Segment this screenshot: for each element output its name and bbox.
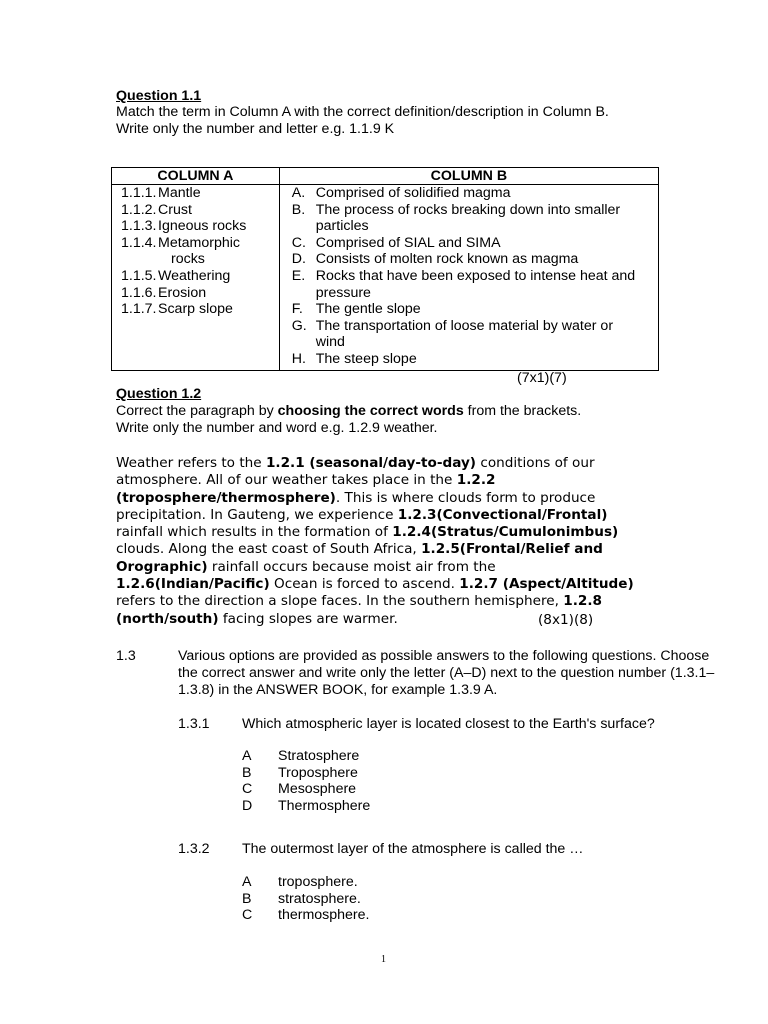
question-1-1-heading: Question 1.1 [116, 88, 202, 104]
column-b-header: COLUMN B [279, 168, 658, 185]
question-1-2-example: Write only the number and word e.g. 1.2.9 weather. [116, 420, 438, 436]
page-number: 1 [381, 954, 386, 965]
question-1-1-marks: (7x1)(7) [517, 370, 567, 386]
column-b-item: B. The process of rocks breaking down into smaller particles [291, 201, 621, 235]
column-a-item: 1.1.1. Mantle [121, 185, 201, 201]
question-1-3-1-text: Which atmospheric layer is located closest to the Earth's surface? [242, 716, 655, 732]
option-d: D Thermosphere [242, 797, 371, 814]
option-c: C Mesosphere [242, 781, 357, 798]
question-1-3-1-number: 1.3.1 [178, 716, 210, 732]
question-1-3-instruction-line-3: 1.3.8) in the ANSWER BOOK, for example 1.3.9 A. [178, 682, 498, 698]
question-1-3-2-text: The outermost layer of the atmosphere is called the … [242, 841, 584, 857]
column-b-item: G. The transportation of loose material by water or wind [291, 317, 614, 351]
column-b-cell [279, 185, 658, 371]
question-1-2-heading: Question 1.2 [116, 386, 202, 402]
question-1-3-2-number: 1.3.2 [178, 841, 210, 857]
question-1-1-example: Write only the number and letter e.g. 1.1.9 K [116, 121, 395, 137]
question-1-3-number: 1.3 [116, 648, 136, 664]
option-b: B Troposphere [242, 764, 358, 781]
matching-table [111, 167, 659, 371]
question-1-2-instruction: Correct the paragraph by choosing the correct words from the brackets. [116, 403, 582, 419]
column-b-item: E. Rocks that have been exposed to intense heat and pressure [291, 267, 636, 301]
question-1-3-instruction-line-1: Various options are provided as possible answers to the following questions. Choose [178, 648, 710, 664]
column-b-item: A. Comprised of solidified magma [291, 185, 511, 201]
column-b-item: H. The steep slope [291, 350, 417, 367]
column-a-item: 1.1.5. Weathering [121, 267, 231, 284]
column-a-item: 1.1.4. Metamorphic [121, 234, 241, 251]
question-1-3-instruction-line-2: the correct answer and write only the letter (A–D) next to the question number (1.3.1– [178, 665, 715, 681]
column-b-item: C. Comprised of SIAL and SIMA [291, 234, 501, 251]
column-a-header: COLUMN A [112, 168, 280, 185]
column-b-item: D. Consists of molten rock known as magma [291, 251, 579, 268]
option-a: A Stratosphere [242, 748, 360, 764]
question-1-2-paragraph: Weather refers to the 1.2.1 (seasonal/day-to-day) conditions of our atmosphere. All of our weather takes place in the 1.2.2 (troposphere/thermosphere). This is where clouds form to produce precipitation. In Gauteng, we experience 1.2.3(Convectional/Frontal) rainfall which results in the formation of 1.2.4(Stratus/Cumulonimbus) clouds. Along the east coast of South Africa, 1.2.5(Frontal/Relief and Orographic) rainfall occurs because moist air from the 1.2.6(Indian/Pacific) Ocean is forced to ascend. 1.2.7 (Aspect/Altitude) refers to the direction a slope faces. In the southern hemisphere, 1.2.8 (north/south) facing slopes are warmer. [116, 455, 634, 627]
question-1-3-1-options [242, 748, 370, 814]
option-b: B stratosphere. [242, 890, 361, 907]
option-a: A troposphere. [242, 874, 358, 890]
column-a-item: 1.1.2. Crust [121, 201, 192, 218]
question-1-3-2-options [242, 874, 369, 924]
question-1-2-marks: (8x1)(8) [538, 612, 594, 628]
column-b-item: F. The gentle slope [291, 301, 421, 318]
column-a-cell [112, 185, 280, 371]
column-a-item: 1.1.6. Erosion [121, 284, 207, 301]
column-a-item-continued: rocks [171, 251, 205, 268]
option-c: C thermosphere. [242, 907, 370, 924]
question-1-1-instruction: Match the term in Column A with the correct definition/description in Column B. [116, 104, 609, 120]
column-a-item: 1.1.3. Igneous rocks [121, 218, 247, 235]
column-a-item: 1.1.7. Scarp slope [121, 301, 233, 318]
